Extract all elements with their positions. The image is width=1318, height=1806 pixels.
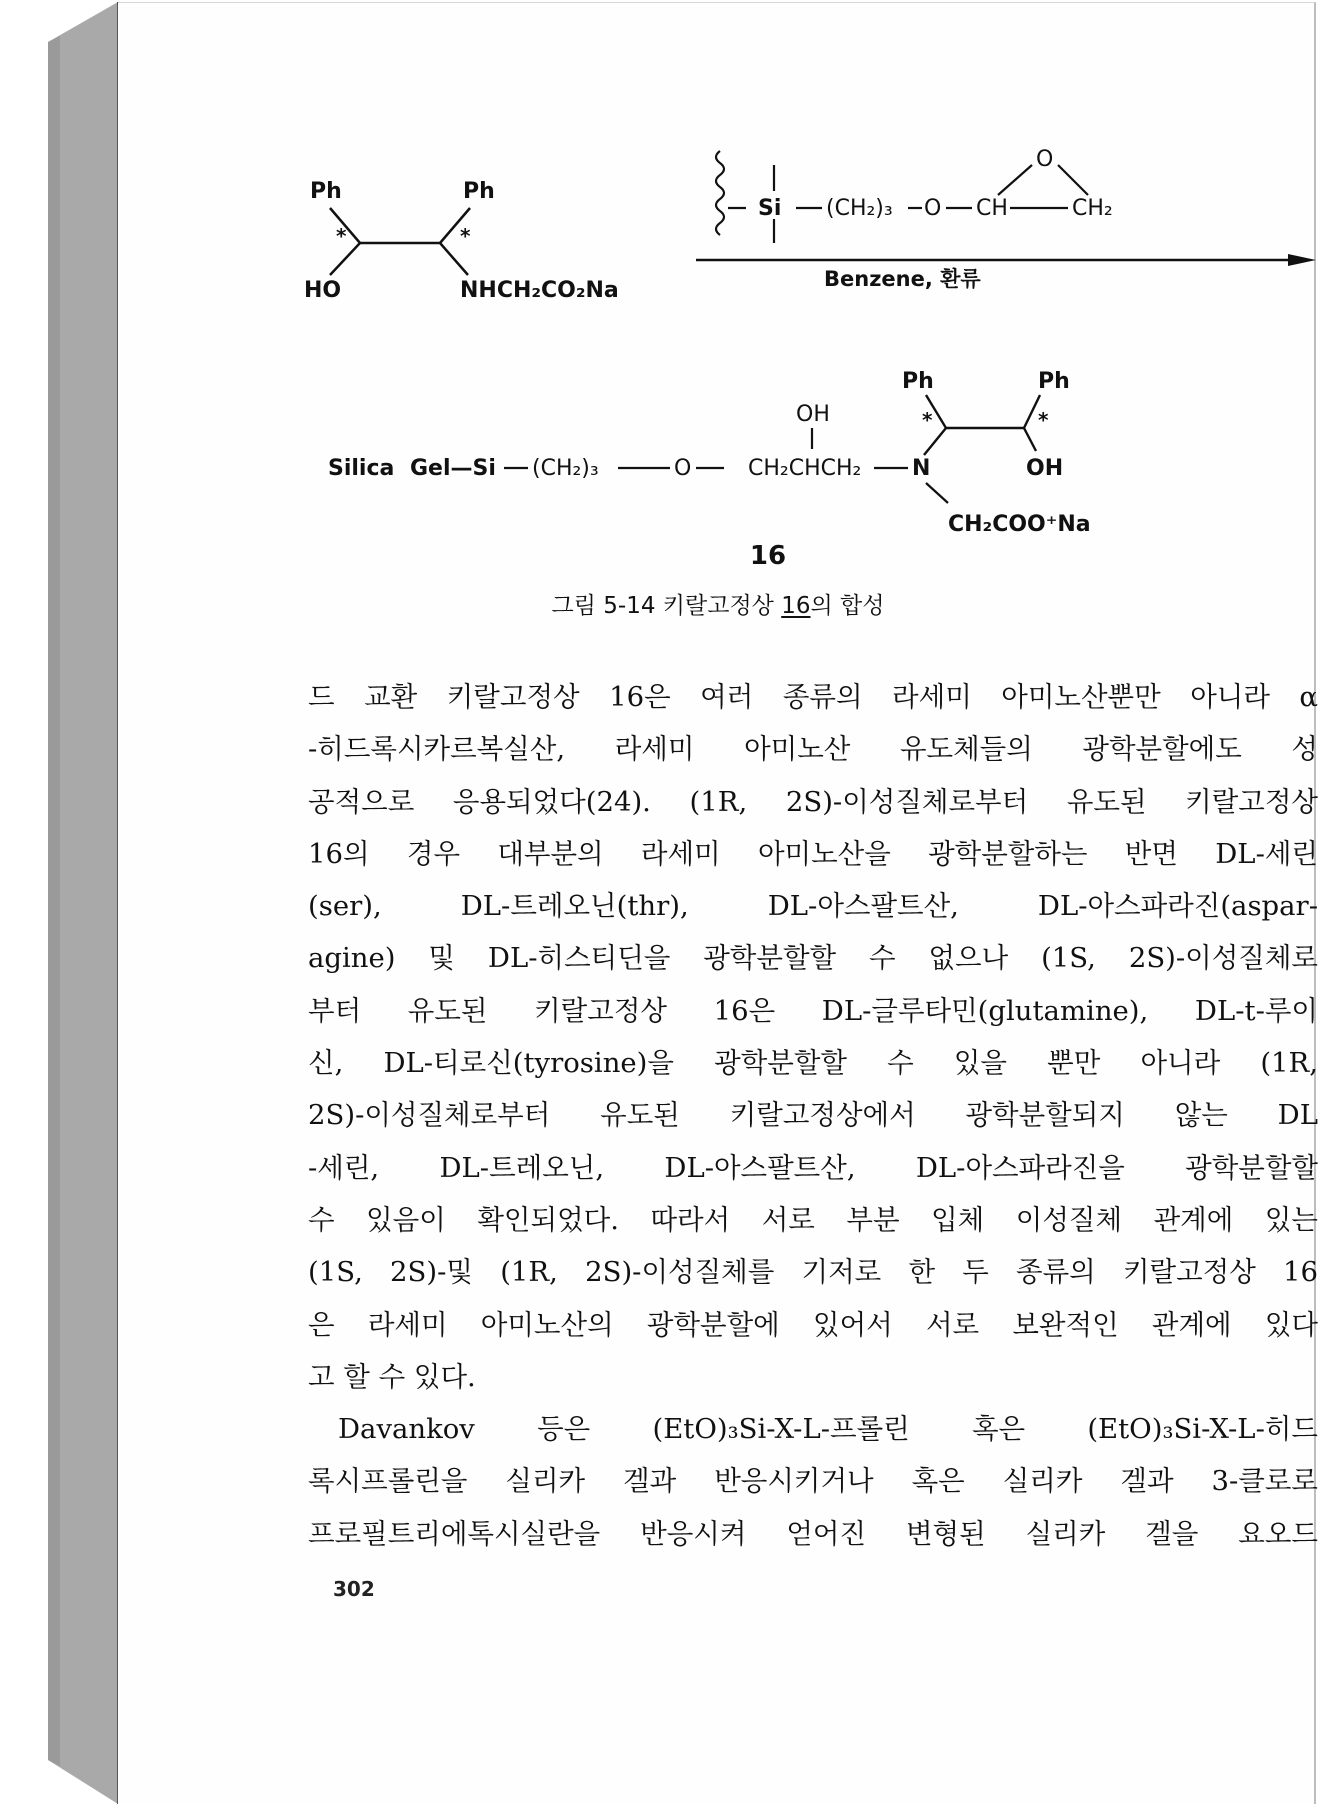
text-line: 드 교환 키랄고정상 16은 여러 종류의 라세미 아미노산뿐만 아니라 α — [308, 681, 1318, 713]
text-line: 공적으로 응용되었다(24). (1R, 2S)-이성질체로부터 유도된 키랄고정상 — [308, 785, 1318, 818]
body-text — [308, 671, 1318, 1560]
text-line: 수 있음이 확인되었다. 따라서 서로 부분 입체 이성질체 관계에 있는 — [308, 1203, 1318, 1236]
product-chain: (CH₂)₃ — [532, 456, 599, 481]
reagent-structure — [696, 147, 1316, 291]
product-oh-top: OH — [796, 402, 830, 427]
reactant-structure — [304, 179, 619, 303]
product-star-right: * — [1038, 408, 1049, 432]
reagent-o-ring: O — [1036, 147, 1054, 172]
reagent-o-link: O — [924, 196, 942, 221]
product-gel-si: Gel—Si — [410, 456, 496, 481]
text-line: -세린, DL-트레오닌, DL-아스팔트산, DL-아스파라진을 광학분할할 — [308, 1151, 1318, 1184]
reactant-ho: HO — [304, 278, 342, 303]
product-salt: CH₂COO⁺Na — [948, 512, 1091, 537]
product-chchch: CH₂CHCH₂ — [748, 456, 862, 481]
reactant-star-right: * — [460, 224, 471, 248]
product-o-link: O — [674, 456, 692, 481]
reagent-chain: (CH₂)₃ — [826, 196, 893, 221]
text-line: 2S)-이성질체로부터 유도된 키랄고정상에서 광학분할되지 않는 DL — [308, 1099, 1318, 1132]
book-spine-edge — [0, 0, 118, 1806]
compound-number: 16 — [749, 541, 787, 571]
synthesis-scheme — [118, 3, 1316, 683]
figure-caption — [418, 587, 1018, 620]
product-ph-left: Ph — [902, 369, 934, 394]
reaction-condition: Benzene, 환류 — [824, 267, 981, 291]
text-line: (ser), DL-트레오닌(thr), DL-아스팔트산, DL-아스파라진(aspar- — [308, 890, 1318, 923]
text-line: 신, DL-티로신(tyrosine)을 광학분할할 수 있을 뿐만 아니라 (1R, — [308, 1047, 1318, 1080]
text-line: 부터 유도된 키랄고정상 16은 DL-글루타민(glutamine), DL-t-루이 — [308, 994, 1318, 1027]
reagent-si: Si — [758, 196, 782, 221]
reactant-substituent: NHCH₂CO₂Na — [460, 278, 619, 303]
text-line: Davankov 등은 (EtO)₃Si-X-L-프롤린 혹은 (EtO)₃Si-X-L-히드 — [338, 1413, 1318, 1446]
text-line: agine) 및 DL-히스티딘을 광학분할할 수 없으나 (1S, 2S)-이성질체로 — [308, 942, 1318, 975]
product-structure — [328, 369, 1091, 537]
reactant-star-left: * — [336, 224, 347, 248]
text-line: (1S, 2S)-및 (1R, 2S)-이성질체를 기저로 한 두 종류의 키랄고정상 16 — [308, 1256, 1318, 1289]
reagent-ch2: CH₂ — [1072, 196, 1113, 221]
caption-prefix: 그림 5-14 키랄고정상 — [551, 593, 782, 619]
reactant-ph-right: Ph — [463, 179, 495, 204]
document-page — [118, 2, 1316, 1804]
product-ph-right: Ph — [1038, 369, 1070, 394]
product-star-left: * — [922, 408, 933, 432]
text-line: 16의 경우 대부분의 라세미 아미노산을 광학분할하는 반면 DL-세린 — [308, 837, 1318, 870]
reactant-ph-left: Ph — [310, 179, 342, 204]
caption-suffix: 의 합성 — [810, 593, 885, 619]
product-silica: Silica — [328, 456, 395, 481]
reagent-ch: CH — [976, 196, 1008, 221]
product-n: N — [912, 456, 931, 481]
text-line: -히드록시카르복실산, 라세미 아미노산 유도체들의 광학분할에도 성 — [308, 733, 1318, 766]
text-line: 은 라세미 아미노산의 광학분할에 있어서 서로 보완적인 관계에 있다 — [308, 1308, 1318, 1341]
text-line: 록시프롤린을 실리카 겔과 반응시키거나 혹은 실리카 겔과 3-클로로 — [308, 1465, 1318, 1498]
caption-number: 16 — [781, 593, 811, 619]
text-line: 고 할 수 있다. — [308, 1360, 476, 1393]
product-oh-right: OH — [1026, 456, 1064, 481]
text-line: 프로필트리에톡시실란을 반응시켜 얻어진 변형된 실리카 겔을 요오드 — [308, 1517, 1318, 1550]
page-number: 302 — [333, 1577, 375, 1601]
